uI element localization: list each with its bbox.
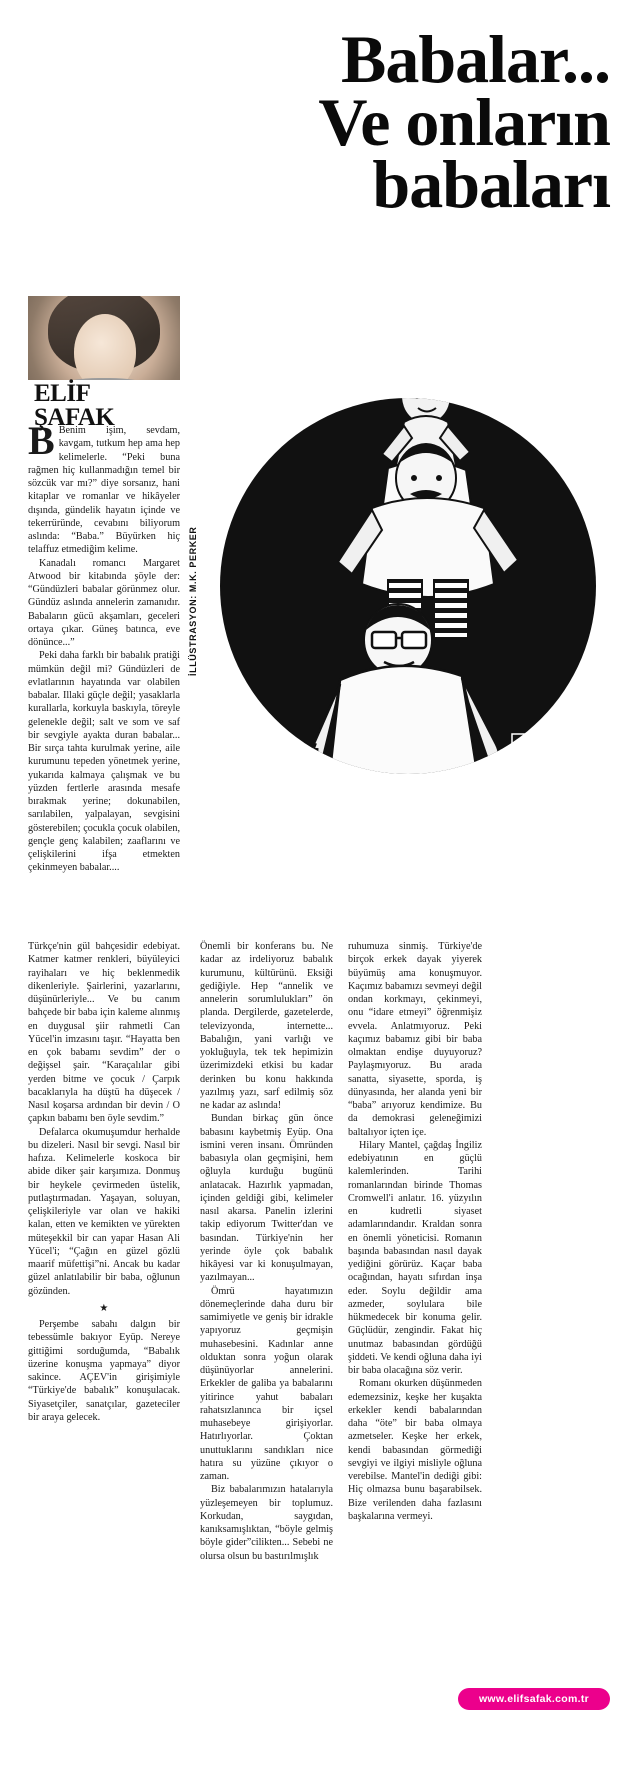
paragraph: Romanı okurken düşünmeden edemezsiniz, keşke her kuşakta erkekler kendi babalarından daha “öte” bir baba olmaya azmetseler. Keşke her erkek, kendi babasından görmediği sevgiyi ve ilgiyi misliyle oğluna verebilse. Mantel'in dediği gibi: Hiç olmazsa bunu başarabilsek. Bize verilenden daha fazlasını başkalarına vermeyi.	[348, 1378, 482, 1522]
paragraph: Kanadalı romancı Margaret Atwood bir kitabında şöyle der: “Gündüzleri babalar görünmez olur. Gündüz aslında annelerin zamanıdır. Babaların gücü akşamları, geceleri ortaya çıkar. Güneş batınca, eve dönünce...”	[28, 557, 180, 648]
paragraph-text: Benim işim, sevdam, kavgam, tutkum hep ama hep kelimelerle. “Peki buna rağmen hiç kullanmadığın temel bir sözcük var mı?” diye sorsanız, hani kitaplar ve romanlar ve hikâyeler dışında, gündelik hayatın içinde ve tekerrüründe, cevabını biliyorum aslında: “Baba.” Büyürken hiç telaffuz etmediğim kelime.	[28, 425, 180, 556]
column-1	[28, 418, 180, 875]
svg-text:KER: KER	[527, 751, 543, 760]
section-divider-star: ★	[99, 1302, 109, 1314]
paragraph: Hilary Mantel, çağdaş İngiliz edebiyatının en güçlü kalemlerinden. Tarihi romanlarından birinde Thomas Cromwell'i anlatır. 16. yüzyılın en kudretli siyaset adamlarındandır. Kraldan sonra en önemli yöneticisi. Romanın başında babasından nasıl dayak yediğini görürüz. Kaçar baba ocağından, hayatı sıfırdan inşa eder. Soylu değildir ama azmeder, soylulara bile hükmedecek bir konuma gelir. Güçlüdür, zengindir. Fakat hiç unutmaz babasından gördüğü şiddeti. Ve kendi oğluna daha iyi bir baba olacağına söz verir.	[348, 1139, 482, 1376]
paragraph: Peki daha farklı bir babalık pratiği mümkün değil mi? Gündüzleri de evlatlarının hayatında var olabilen babalar. Illaki güçle değil; yasaklarla kurallarla, korkuyla baskıyla, töreyle gelenekle değil; salt ve som ve saf bir sevgiyle ayakta duran babalar... Bir sırça tahta kurulmak yerine, aile kurumunu tepeden yönetmek yerine, yukarıda kalmaya çalışmak ve bu yüzden fertlerle arasında mesafe bırakmak yerine; dokunabilen, sarılabilen, yalpalayan, sevgisini gösterebilen; çocukla çocuk olabilen, gençle genç kalabilen; zaaflarını ve çelişkilerini ifşa etmekten çekinmeyen babalar....	[28, 650, 180, 874]
article-illustration	[212, 318, 610, 918]
column-4	[348, 940, 482, 1523]
author-first-name: ELİF	[34, 380, 91, 407]
headline-line-2: Ve onların	[318, 83, 610, 160]
page-title	[30, 21, 610, 223]
paragraph: Ömrü hayatımızın dönemeçlerinde daha duru bir samimiyetle ve geniş bir idrakle yapıyoruz geçmişin muhasebesini. Kadınlar anne olduktan sonra yoğun olarak düşünüyorlar annelerini. Erkekler de galiba ya babalarını yitirince yahut babaları rahatsızlanınca bir içsel muhasebeye girişiyorlar. Hatırlıyorlar. Çoktan unuttuklarını sandıkları nice hatıra su yüzüne çıkıyor o zaman.	[200, 1285, 333, 1482]
illustrator-signature	[512, 734, 558, 764]
column-2	[28, 940, 180, 1424]
paragraph: Önemli bir konferans bu. Ne kadar az irdeliyoruz babalık kurumunu, kültürünü. Eksiği gediğiyle. Hep “annelik ve annelerin sorumlulukları” ön planda. Dergilerde, gazetelerde, televizyonda, internette... Babalığın, yani varlığı ve yokluğuyla, tek tek hepimizin üzerimizdeki etkisi bu kadar derinken bu konu hakkında yazılmış yazı, sarf edilmiş söz ne kadar az aslında!	[200, 941, 333, 1111]
paragraph	[28, 418, 180, 557]
illustration-credit: İLLÜSTRASYON: M.K. PERKER	[188, 526, 198, 676]
paragraph: Biz babalarımızın hatalarıyla yüzleşemeyen bir toplumuz. Korkudan, saygıdan, kanıksamışlıktan, “böyle gelmiş böyle gider”cilikten... Sebebi ne olursa olsun bu bastırılmışlık	[200, 1484, 333, 1562]
paragraph: ruhumuza sinmiş. Türkiye'de birçok erkek dayak yiyerek büyümüş ama konuşmuyor. Kaçımız babamızı sevmeyi değil ondan korkmayı, çekinmeyi, onu “idare etmeyi” öğrenmişiz evvela. Anlatmıyoruz. Peki kaçımız babamız gibi bir baba olmaktan endişe duyuyoruz? Paylaşmıyoruz. Bu arada sanatta, siyasette, sporda, iş dünyasında, her alanda yeni bir “baba” arıyoruz kendimize. Bu da demokrasi geleneğimizi baltalıyor içten içe.	[348, 941, 482, 1138]
svg-text:PER: PER	[527, 740, 543, 749]
paragraph: Bundan birkaç gün önce babasını kaybetmiş Eyüp. Ona ismini veren insanı. Ömründen babasıyla olan geçmişini, hem oğluyla kurduğu bugünü anlatacak. Hazırlık yapmadan, içinden geldiği gibi, kelimeler nasıl akarsa. Panelin izlerini takip ediyorum Twitter'dan ve basından. Türkiye'nin her yerinde öyle çok babalık hikâyesi var ki konuşulmayan, yazılmayan...	[200, 1113, 333, 1284]
drop-cap: B	[28, 418, 55, 463]
paragraph: Türkçe'nin gül bahçesidir edebiyat. Katmer katmer renkleri, büyüleyici rayihaları ve hiç beklenmedik dikenleriyle. Şairlerini, yazarlarını, düşünürleriyle... Ve bu canım bahçede bir baba için kaleme alınmış en duygusal şiir rahmetli Can Yücel'in imzasını taşır. “Hayatta ben en çok babamı sevdim” der o değişsel şair. “Karaçalılar gibi yerden bitme ve çocuk / Çarpık bacaklarıyla ha düştü ha düşecek / Nasıl koşarsa ardından bir devin / O çapkın babamı ben öyle sevdim.”	[28, 941, 180, 1125]
website-url-badge[interactable]: www.elifsafak.com.tr	[458, 1688, 610, 1710]
paragraph: Perşembe sabahı dalgın bir tebessümle bakıyor Eyüp. Nereye gittiğimi sorduğumda, “Babalık üzerine konuşma yapmaya” diyor sakince. AÇEV'in girişimiyle “Türkiye'de babalık” konuşulacak. Siyasetçiler, sanatçılar, gazeteciler bir araya gelecek.	[28, 1319, 180, 1423]
author-last-name: ŞAFAK	[34, 404, 115, 431]
headline-line-3: babaları	[372, 146, 610, 223]
column-3	[200, 940, 333, 1563]
headline-line-1: Babalar...	[340, 21, 610, 97]
paragraph: Defalarca okumuşumdur herhalde bu dizeleri. Nasıl bir sevgi. Nasıl bir hafıza. Kelimelerle koskoca bir abide diker şair karşımıza. Donmuş bir heykele çevirmeden üstelik, putlaştırmadan. Yaşayan, soluyan, çelişkileriyle var olan ve hakiki kalan, etten ve kemikten ve yürekten müteşekkil bir can yapar Hasan Ali Yücel'i; “Çağın en güzel gözlü maarif müfettişi”ni. Ancak bu kadar güzel anlatılabilir bir baba, oğlunun gözünden.	[28, 1126, 180, 1297]
illustration-svg	[212, 318, 610, 918]
